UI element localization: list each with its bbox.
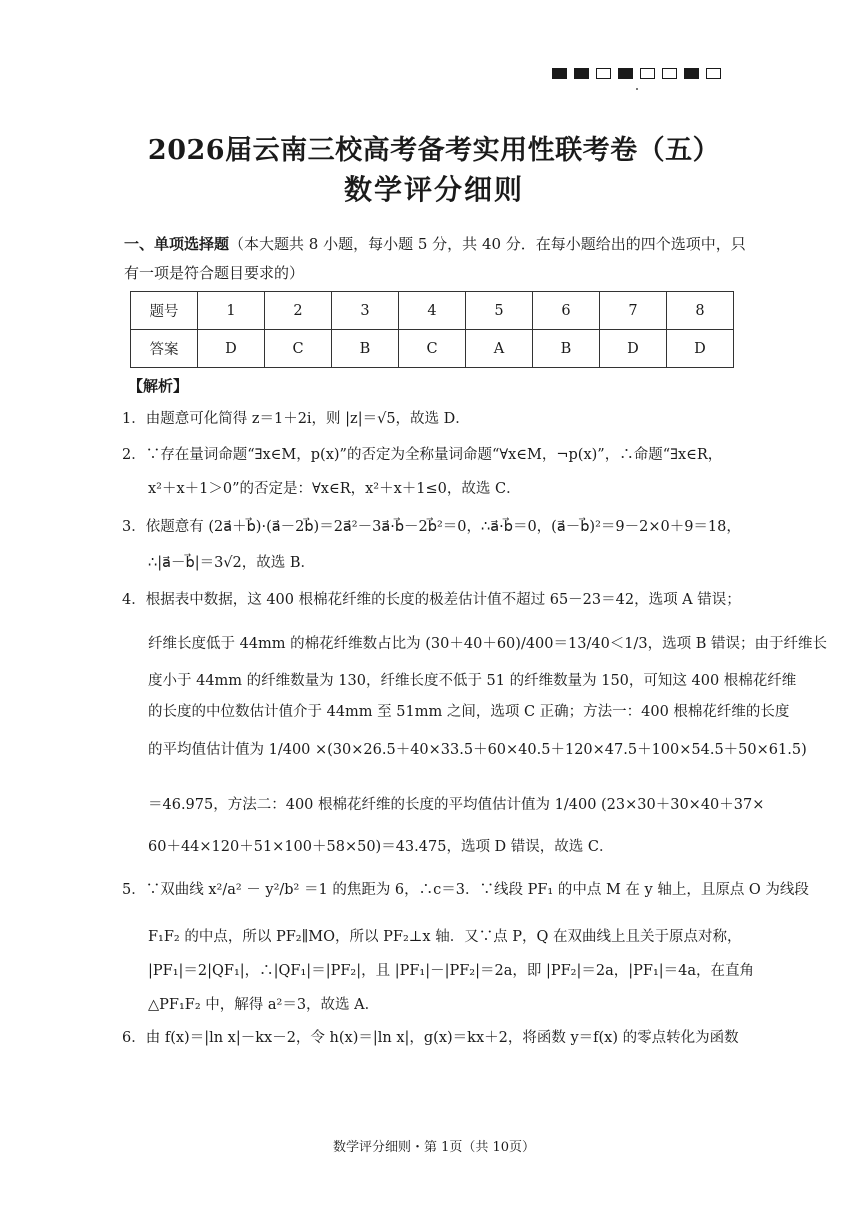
table-cell: 6 (533, 292, 600, 330)
solution-line: F₁F₂ 的中点，所以 PF₂∥MO，所以 PF₂⊥x 轴．又∵点 P，Q 在双曲线上且关于原点对称， (148, 929, 742, 945)
section-heading: 一、单项选择题 (124, 235, 230, 253)
corner-mark (684, 68, 699, 79)
corner-mark (706, 68, 721, 79)
table-header-answer: 答案 (131, 330, 198, 368)
corner-mark (662, 68, 677, 79)
table-row-numbers (131, 292, 734, 330)
corner-mark (552, 68, 567, 79)
solution-line: 的平均值估计值为 1/400 ×(30×26.5＋40×33.5＋60×40.5＋120×47.5＋100×54.5＋50×61.5) (148, 742, 807, 758)
solution-line: 5．∵双曲线 x²/a² － y²/b² ＝1 的焦距为 6，∴c＝3．∵线段 PF₁ 的中点 M 在 y 轴上，且原点 O 为线段 (122, 882, 809, 898)
solution-line: 60＋44×120＋51×100＋58×50)＝43.475，选项 D 错误，故选 C． (148, 839, 614, 855)
table-cell: 8 (667, 292, 734, 330)
table-cell: 2 (265, 292, 332, 330)
scan-dot (636, 88, 638, 90)
table-cell: 1 (198, 292, 265, 330)
corner-marks (552, 68, 721, 79)
analysis-label: 【解析】 (128, 377, 189, 395)
section-instruction-b: 有一项是符合题目要求的） (124, 264, 305, 282)
solution-line: △PF₁F₂ 中，解得 a²＝3，故选 A． (148, 997, 380, 1013)
table-cell: 4 (399, 292, 466, 330)
corner-mark (640, 68, 655, 79)
solution-line: x²＋x＋1＞0”的否定是：∀x∈R，x²＋x＋1≤0，故选 C． (148, 481, 521, 497)
solution-line: 纤维长度低于 44mm 的棉花纤维数占比为 (30＋40＋60)/400＝13/40＜1/3，选项 B 错误；由于纤维长 (148, 636, 827, 652)
table-cell: C (399, 330, 466, 368)
solution-line: 2．∵存在量词命题“∃x∈M，p(x)”的否定为全称量词命题“∀x∈M，¬p(x)”，∴命题“∃x∈R， (122, 447, 723, 463)
solution-line: |PF₁|＝2|QF₁|，∴|QF₁|＝|PF₂|，且 |PF₁|－|PF₂|＝2a，即 |PF₂|＝2a，|PF₁|＝4a，在直角 (148, 963, 755, 979)
corner-mark (618, 68, 633, 79)
table-cell: C (265, 330, 332, 368)
table-cell: B (533, 330, 600, 368)
page-footer: 数学评分细则・第 1页（共 10页） (332, 1140, 536, 1155)
table-cell: D (600, 330, 667, 368)
table-cell: 7 (600, 292, 667, 330)
table-header-number: 题号 (131, 292, 198, 330)
solution-line: 3．依题意有 (2a⃗＋b⃗)·(a⃗－2b⃗)＝2a⃗²－3a⃗·b⃗－2b⃗²＝0，∴a⃗·b⃗＝0，(a⃗－b⃗)²＝9－2×0＋9＝18， (122, 519, 741, 535)
solution-line: 的长度的中位数估计值介于 44mm 至 51mm 之间，选项 C 正确；方法一：400 根棉花纤维的长度 (148, 704, 790, 720)
solution-line: 度小于 44mm 的纤维数量为 130，纤维长度不低于 51 的纤维数量为 150，可知这 400 根棉花纤维 (148, 673, 797, 689)
solution-line: 1．由题意可化简得 z＝1＋2i，则 |z|＝√5，故选 D． (122, 411, 470, 427)
solution-line: ＝46.975，方法二：400 根棉花纤维的长度的平均值估计值为 1/400 (23×30＋30×40＋37× (148, 797, 765, 813)
table-row-answers (131, 330, 734, 368)
section-instruction-a: （本大题共 8 小题，每小题 5 分，共 40 分．在每小题给出的四个选项中，只 (229, 235, 746, 253)
solution-line: 6．由 f(x)＝|ln x|－kx－2，令 h(x)＝|ln x|，g(x)＝kx＋2，将函数 y＝f(x) 的零点转化为函数 (122, 1030, 739, 1046)
table-cell: B (332, 330, 399, 368)
table-cell: 5 (466, 292, 533, 330)
table-cell: D (198, 330, 265, 368)
corner-mark (574, 68, 589, 79)
table-cell: D (667, 330, 734, 368)
answer-table (130, 291, 734, 368)
solution-line: 4．根据表中数据，这 400 根棉花纤维的长度的极差估计值不超过 65－23＝42，选项 A 错误； (122, 592, 741, 608)
table-cell: 3 (332, 292, 399, 330)
exam-subtitle: 数学评分细则 (343, 173, 524, 206)
section-instruction (124, 230, 746, 288)
exam-title: 2026届云南三校高考备考实用性联考卷（五） (147, 135, 721, 166)
solution-line: ∴|a⃗－b⃗|＝3√2，故选 B． (148, 555, 316, 571)
corner-mark (596, 68, 611, 79)
table-cell: A (466, 330, 533, 368)
